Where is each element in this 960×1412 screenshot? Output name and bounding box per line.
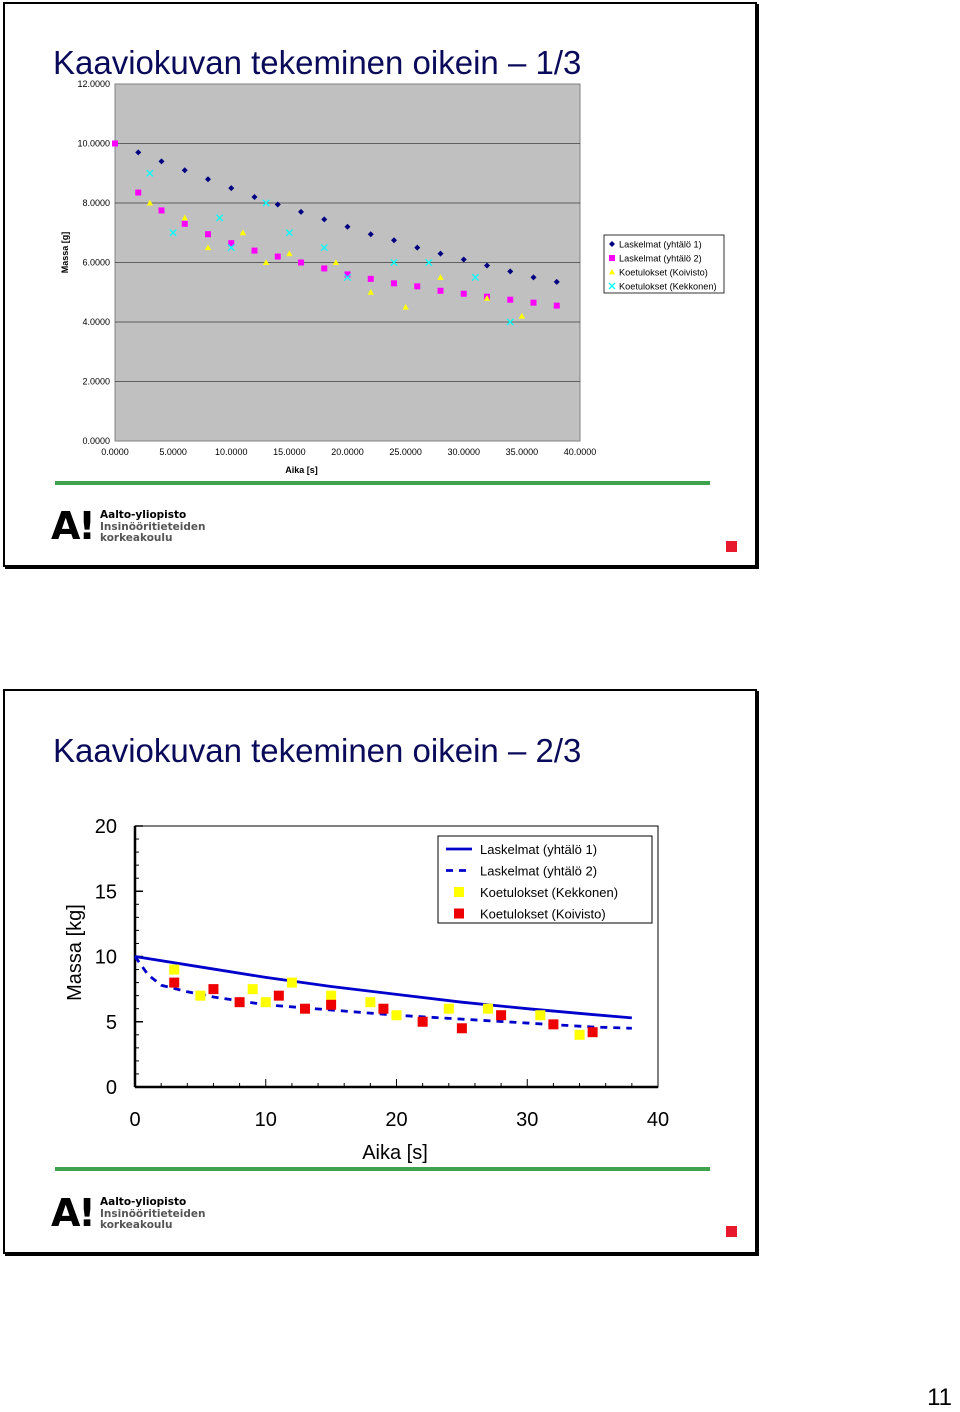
data-point bbox=[321, 265, 327, 271]
data-point bbox=[457, 1023, 467, 1033]
data-point bbox=[235, 997, 245, 1007]
legend-label: Laskelmat (yhtälö 2) bbox=[480, 863, 598, 879]
data-point bbox=[169, 978, 179, 988]
data-point bbox=[535, 1010, 545, 1020]
y-tick-label: 20 bbox=[94, 816, 117, 838]
data-point bbox=[274, 991, 284, 1001]
logo-line-1: Aalto-yliopisto bbox=[100, 1196, 187, 1208]
logo-line-3: korkeakoulu bbox=[100, 532, 173, 544]
legend-label: Koetulokset (Kekkonen) bbox=[480, 885, 619, 900]
logo-mark: A! bbox=[51, 1191, 94, 1235]
slide-title: Kaaviokuvan tekeminen oikein – 1/3 bbox=[53, 44, 582, 81]
slide-1 bbox=[3, 2, 757, 567]
data-point bbox=[208, 984, 218, 994]
logo-text bbox=[100, 510, 206, 545]
data-point bbox=[252, 248, 258, 254]
aalto-logo bbox=[51, 504, 211, 548]
data-point bbox=[483, 1004, 493, 1014]
data-point bbox=[531, 300, 537, 306]
x-tick-label: 30 bbox=[516, 1109, 539, 1131]
y-tick-label: 6.0000 bbox=[82, 257, 110, 268]
x-axis-label: Aika [s] bbox=[285, 465, 318, 475]
y-tick-label: 4.0000 bbox=[82, 317, 110, 327]
data-point bbox=[195, 991, 205, 1001]
data-point bbox=[378, 1004, 388, 1014]
data-point bbox=[169, 965, 179, 975]
data-point bbox=[588, 1027, 598, 1037]
x-tick-label: 30.0000 bbox=[447, 447, 481, 457]
data-point bbox=[461, 291, 467, 297]
line-chart bbox=[5, 691, 755, 1171]
logo-text bbox=[100, 1197, 206, 1232]
data-point bbox=[548, 1019, 558, 1029]
data-point bbox=[182, 221, 188, 227]
aalto-logo bbox=[51, 1191, 211, 1235]
legend-label: Laskelmat (yhtälö 2) bbox=[619, 253, 702, 264]
x-tick-label: 25.0000 bbox=[389, 447, 422, 457]
y-tick-label: 15 bbox=[94, 881, 117, 904]
x-tick-label: 15.0000 bbox=[273, 447, 306, 457]
data-point bbox=[275, 254, 281, 260]
data-point bbox=[248, 984, 258, 994]
y-axis-label: Massa [kg] bbox=[64, 904, 86, 1001]
y-tick-label: 5 bbox=[105, 1011, 117, 1034]
data-point bbox=[368, 276, 374, 282]
data-point bbox=[507, 297, 513, 303]
y-tick-label: 10 bbox=[94, 946, 117, 969]
logo-line-3: korkeakoulu bbox=[100, 1219, 173, 1231]
divider-line bbox=[55, 481, 710, 485]
y-tick-label: 12.0000 bbox=[77, 79, 110, 89]
data-point bbox=[444, 1004, 454, 1014]
scatter-chart bbox=[5, 4, 755, 484]
logo-line-2: Insinööritieteiden bbox=[100, 1207, 206, 1220]
data-point bbox=[554, 303, 560, 309]
data-point bbox=[287, 978, 297, 988]
data-point bbox=[326, 991, 336, 1001]
y-tick-label: 10.0000 bbox=[77, 138, 110, 149]
y-tick-label: 2.0000 bbox=[82, 376, 110, 387]
legend-label: Koetulokset (Kekkonen) bbox=[619, 281, 717, 292]
x-tick-label: 35.0000 bbox=[505, 447, 539, 457]
y-tick-label: 0.0000 bbox=[82, 436, 110, 446]
divider-line bbox=[55, 1167, 710, 1171]
y-axis-label: Massa [g] bbox=[60, 231, 70, 274]
x-axis-label: Aika [s] bbox=[362, 1142, 428, 1164]
data-point bbox=[392, 1010, 402, 1020]
page-number: 11 bbox=[927, 1384, 952, 1411]
x-tick-label: 0 bbox=[129, 1109, 141, 1131]
legend-marker bbox=[609, 255, 615, 261]
slide-2 bbox=[3, 689, 757, 1254]
legend-label: Laskelmat (yhtälö 1) bbox=[480, 842, 598, 857]
data-point bbox=[414, 283, 420, 289]
x-tick-label: 10.0000 bbox=[214, 447, 248, 457]
data-point bbox=[298, 260, 304, 266]
slide-title: Kaaviokuvan tekeminen oikein – 2/3 bbox=[53, 732, 582, 769]
x-tick-label: 10 bbox=[254, 1109, 277, 1131]
data-point bbox=[365, 997, 375, 1007]
data-point bbox=[438, 288, 444, 294]
legend-marker bbox=[454, 909, 464, 919]
red-square-icon bbox=[726, 541, 737, 552]
x-tick-label: 0.0000 bbox=[101, 447, 129, 457]
data-point bbox=[300, 1004, 310, 1014]
x-tick-label: 20 bbox=[385, 1109, 408, 1131]
data-point bbox=[261, 997, 271, 1007]
logo-line-1: Aalto-yliopisto bbox=[100, 509, 187, 521]
y-tick-label: 0 bbox=[105, 1077, 117, 1099]
data-point bbox=[418, 1017, 428, 1027]
y-tick-label: 8.0000 bbox=[82, 198, 110, 208]
legend-label: Koetulokset (Koivisto) bbox=[480, 906, 606, 922]
data-point bbox=[135, 190, 141, 196]
data-point bbox=[326, 1000, 336, 1010]
red-square-icon bbox=[726, 1226, 737, 1237]
logo-line-2: Insinööritieteiden bbox=[100, 520, 206, 533]
x-tick-label: 40.0000 bbox=[563, 447, 597, 457]
data-point bbox=[575, 1030, 585, 1040]
legend-label: Laskelmat (yhtälö 1) bbox=[619, 239, 702, 250]
legend bbox=[438, 836, 652, 923]
logo-mark: A! bbox=[51, 504, 94, 548]
legend-label: Koetulokset (Koivisto) bbox=[619, 267, 708, 278]
x-tick-label: 20.0000 bbox=[331, 447, 364, 457]
x-tick-label: 5.0000 bbox=[159, 447, 187, 457]
data-point bbox=[159, 207, 165, 213]
legend-marker bbox=[454, 887, 464, 897]
data-point bbox=[205, 231, 211, 237]
legend bbox=[604, 235, 724, 293]
x-tick-label: 40 bbox=[646, 1109, 670, 1131]
data-point bbox=[496, 1010, 506, 1020]
data-point bbox=[391, 280, 397, 286]
data-point bbox=[112, 141, 118, 147]
